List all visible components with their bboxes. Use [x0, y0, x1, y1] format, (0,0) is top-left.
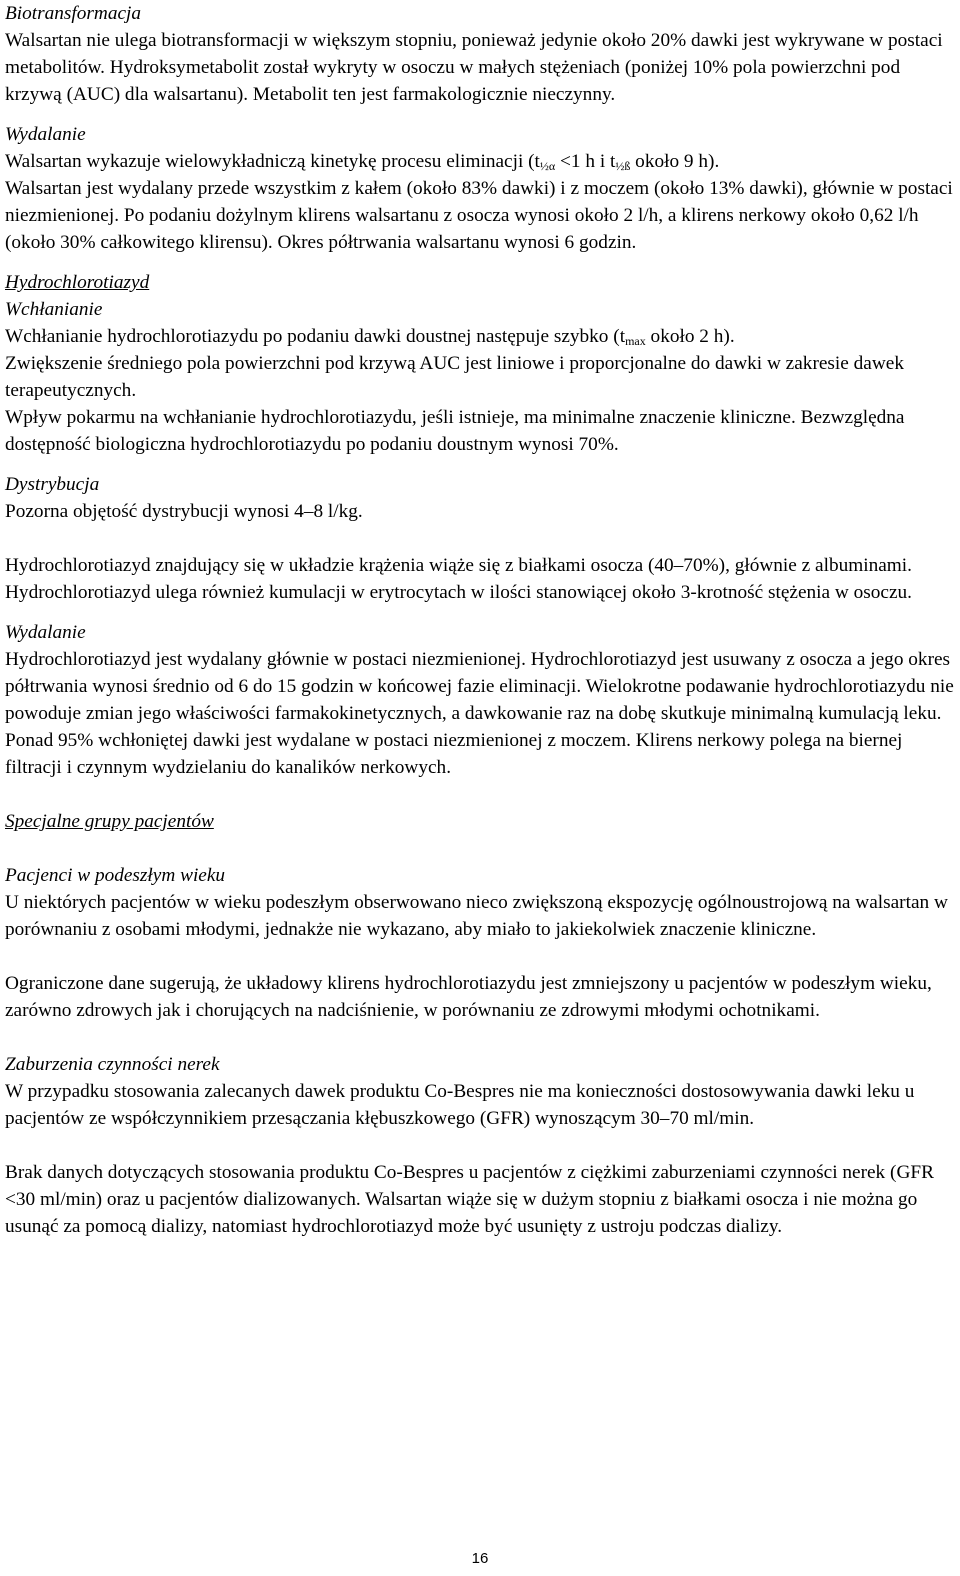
paragraph-dystrybucja-2: Hydrochlorotiazyd znajdujący się w układzie krążenia wiąże się z białkami osocza (40–70%), głównie z albuminami. Hydrochlorotiazyd ulega również kumulacji w erytrocytach w ilości stanowiącej około 3-krotność stężenia w osoczu. — [5, 555, 913, 603]
paragraph-pacjenci-wiek-2: Ograniczone dane sugerują, że układowy klirens hydrochlorotiazydu jest zmniejszony u pacjentów w podeszłym wieku, zarówno zdrowych jak i chorujących na nadciśnienie, w porównaniu ze zdrowymi młodymi ochotnikami. — [5, 973, 932, 1021]
heading-wydalanie-hct: Wydalanie — [5, 622, 86, 643]
page-number: 16 — [471, 1550, 489, 1567]
heading-dystrybucja: Dystrybucja — [5, 474, 100, 495]
paragraph-wchlanianie-3: Wpływ pokarmu na wchłanianie hydrochlorotiazydu, jeśli istnieje, ma minimalne znaczenie kliniczne. Bezwzględna dostępność biologiczna hydrochlorotiazydu po podaniu doustnym wynosi 70%. — [5, 407, 905, 455]
document-page — [5, 0, 955, 1240]
heading-zaburzenia-nerek: Zaburzenia czynności nerek — [5, 1054, 220, 1075]
heading-wydalanie-walsartan: Wydalanie — [5, 124, 86, 145]
paragraph-wchlanianie-1: Wchłanianie hydrochlorotiazydu po podaniu dawki doustnej następuje szybko ($t_{max}$ około 2 h). — [5, 326, 735, 348]
heading-biotransformacja: Biotransformacja — [5, 3, 142, 24]
paragraph-nerki-2: Brak danych dotyczących stosowania produktu Co-Bespres u pacjentów z ciężkimi zaburzeniami czynności nerek (GFR <30 ml/min) oraz u pacjentów dializowanych. Walsartan wiąże się w dużym stopniu z białkami osocza i nie można go usunąć za pomocą dializy, natomiast hydrochlorotiazyd może być usunięty z ustroju podczas dializy. — [5, 1162, 934, 1237]
heading-hydrochlorotiazyd: Hydrochlorotiazyd — [5, 272, 150, 293]
paragraph-biotransformacja: Walsartan nie ulega biotransformacji w większym stopniu, ponieważ jedynie około 20% dawki jest wykrywane w postaci metabolitów. Hydroksymetabolit został wykryty w osoczu w małych stężeniach (poniżej 10% pola powierzchni pod krzywą (AUC) dla walsartanu). Metabolit ten jest farmakologicznie nieczynny. — [5, 30, 943, 105]
paragraph-wydalanie-hct: Hydrochlorotiazyd jest wydalany głównie w postaci niezmienionej. Hydrochlorotiazyd jest usuwany z osocza a jego okres półtrwania wynosi średnio od 6 do 15 godzin w końcowej fazie eliminacji. Wielokrotne podawanie hydrochlorotiazydu nie powoduje zmian jego właściwości farmakokinetycznych, a dawkowanie raz na dobę skutkuje minimalną kumulacją leku. Ponad 95% wchłoniętej dawki jest wydalane w postaci niezmienionej z moczem. Klirens nerkowy polega na biernej filtracji i czynnym wydzielaniu do kanalików nerkowych. — [5, 649, 954, 778]
paragraph-nerki-1: W przypadku stosowania zalecanych dawek produktu Co-Bespres nie ma konieczności dostosowywania dawki leku u pacjentów ze współczynnikiem przesączania kłębuszkowego (GFR) wynoszącym 30–70 ml/min. — [5, 1081, 915, 1129]
paragraph-wydalanie-kinetyka: Walsartan wykazuje wielowykładniczą kinetykę procesu eliminacji ($t_{\frac{1}{2}\alpha} <1$ h i $t_{\frac{1}{2}ß}$ około 9 h). — [5, 151, 720, 173]
paragraph-pacjenci-wiek-1: U niektórych pacjentów w wieku podeszłym obserwowano nieco zwiększoną ekspozycję ogólnoustrojową na walsartan w porównaniu z osobami młodymi, jednakże nie wykazano, aby miało to jakiekolwiek znaczenie kliniczne. — [5, 892, 948, 940]
paragraph-wydalanie-walsartan: Walsartan jest wydalany przede wszystkim z kałem (około 83% dawki) i z moczem (około 13% dawki), głównie w postaci niezmienionej. Po podaniu dożylnym klirens walsartanu z osocza wynosi około 2 l/h, a klirens nerkowy około 0,62 l/h (około 30% całkowitego klirensu). Okres półtrwania walsartanu wynosi 6 godzin. — [5, 178, 953, 253]
heading-pacjenci-wiek: Pacjenci w podeszłym wieku — [5, 865, 226, 886]
subheading-wchlanianie: Wchłanianie — [5, 299, 103, 320]
heading-specjalne-grupy: Specjalne grupy pacjentów — [5, 811, 214, 832]
paragraph-dystrybucja-1: Pozorna objętość dystrybucji wynosi 4–8 l/kg. — [5, 501, 363, 522]
paragraph-wchlanianie-2: Zwiększenie średniego pola powierzchni pod krzywą AUC jest liniowe i proporcjonalne do dawki w zakresie dawek terapeutycznych. — [5, 353, 904, 401]
